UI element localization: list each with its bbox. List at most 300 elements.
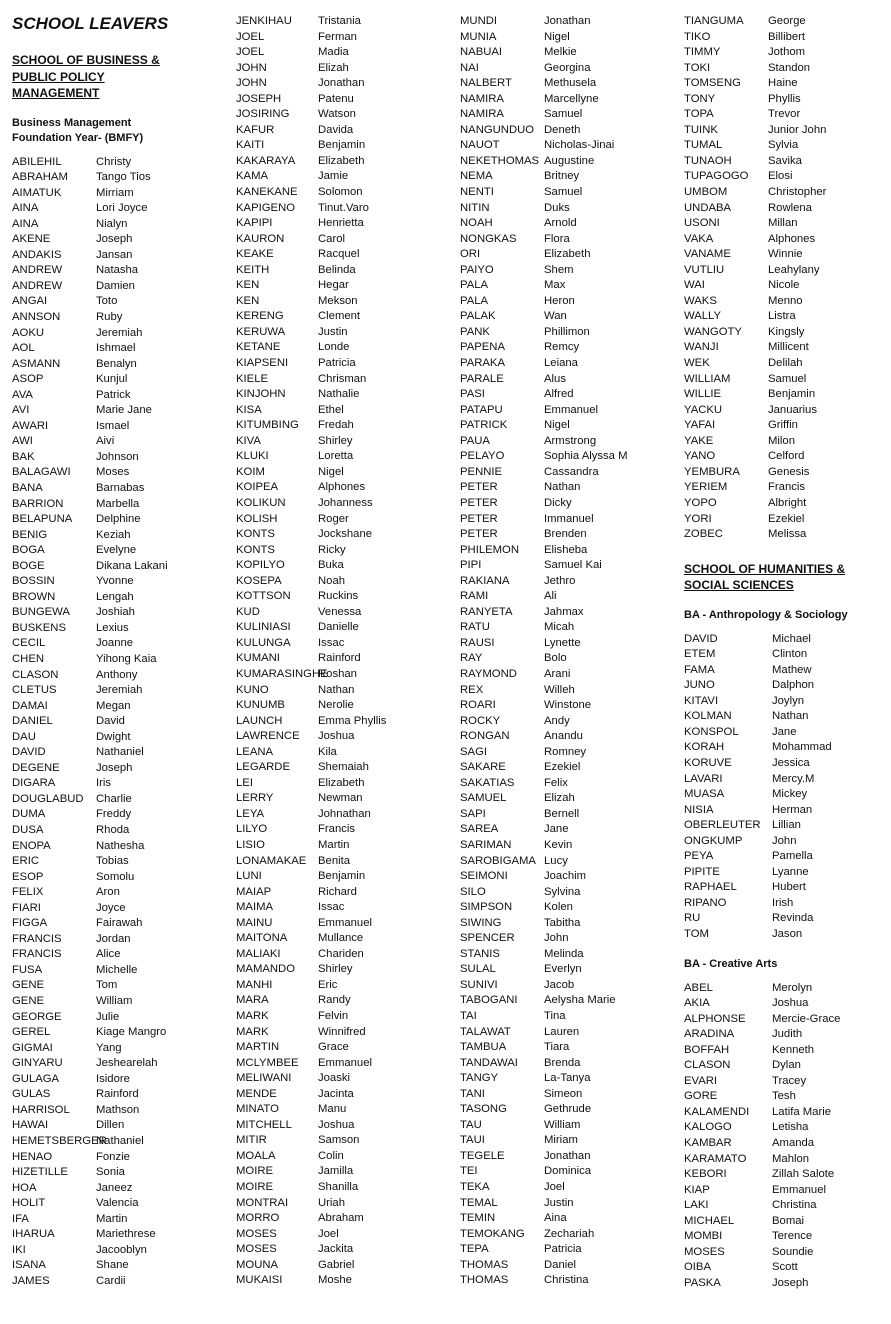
surname: PASI (460, 388, 485, 401)
name-list (12, 155, 222, 1290)
given-name: Methusela (544, 77, 597, 90)
surname: LERRY (236, 792, 274, 805)
given-name: Nigel (318, 465, 344, 478)
list-item (236, 838, 448, 854)
surname: KOSEPA (236, 574, 282, 587)
surname: SPENCER (460, 932, 515, 945)
given-name: Watson (318, 108, 356, 121)
surname: KAITI (236, 139, 265, 152)
surname: ENOPA (12, 839, 51, 852)
list-item (684, 911, 884, 927)
list-item (460, 698, 674, 714)
given-name: Dominica (544, 1165, 592, 1178)
surname: RANYETA (460, 605, 513, 618)
given-name: Benita (318, 854, 351, 867)
given-name: Tiara (544, 1041, 570, 1054)
list-item (684, 647, 884, 663)
list-item (12, 279, 222, 295)
list-item (684, 1136, 884, 1152)
given-name: Aelysha Marie (544, 994, 616, 1007)
list-item (684, 247, 884, 263)
given-name: Sophia Alyssa M (544, 450, 628, 463)
surname: KEN (236, 279, 260, 292)
given-name: Lynette (544, 636, 581, 649)
list-item (236, 30, 448, 46)
list-item (236, 45, 448, 61)
surname: TOKI (684, 61, 711, 74)
given-name: Irish (772, 896, 794, 909)
given-name: Remcy (544, 341, 580, 354)
list-item (460, 574, 674, 590)
program-heading-bmfy (12, 116, 222, 146)
surname: TUMAL (684, 139, 723, 152)
given-name: Letisha (772, 1121, 809, 1134)
list-item (460, 1196, 674, 1212)
list-item (460, 465, 674, 481)
surname: NABUAI (460, 46, 503, 59)
given-name: Issac (318, 901, 345, 914)
given-name: Tristania (318, 15, 361, 27)
given-name: Davida (318, 123, 354, 136)
given-name: Emmanuel (772, 1183, 826, 1196)
given-name: Delphine (96, 513, 141, 526)
surname: TEMIN (460, 1212, 496, 1225)
given-name: Natasha (96, 264, 139, 277)
surname: ANGAI (12, 295, 48, 308)
given-name: Freddy (96, 808, 132, 821)
given-name: Leahylany (768, 263, 820, 276)
list-item (684, 709, 884, 725)
surname: ASOP (12, 373, 44, 386)
list-item (460, 76, 674, 92)
given-name: Joel (318, 1227, 339, 1240)
list-item (12, 963, 222, 979)
surname: KOIM (236, 465, 265, 478)
given-name: Jeremiah (96, 684, 143, 697)
given-name: Nathaniel (96, 1134, 144, 1147)
surname: KIVA (236, 434, 261, 447)
list-item (236, 154, 448, 170)
surname: WAI (684, 279, 705, 292)
surname: GORE (684, 1090, 718, 1103)
surname: PAUA (460, 434, 490, 447)
given-name: Listra (768, 310, 796, 323)
list-item (12, 745, 222, 761)
list-item (236, 978, 448, 994)
list-item (236, 92, 448, 108)
surname: BOSSIN (12, 575, 55, 588)
surname: CLASON (684, 1059, 731, 1072)
list-item (236, 885, 448, 901)
given-name: Yvonne (96, 575, 134, 588)
given-name: Loretta (318, 450, 354, 463)
list-item (236, 698, 448, 714)
given-name: Bolo (544, 652, 567, 665)
list-item (236, 1149, 448, 1165)
list-item (12, 1103, 222, 1119)
given-name: Gethrude (544, 1103, 592, 1116)
given-name: Londe (318, 341, 350, 354)
list-item (684, 434, 884, 450)
surname: AIMATUK (12, 186, 62, 199)
surname: KALOGO (684, 1121, 732, 1134)
surname: SARIMAN (460, 838, 512, 851)
surname: FELIX (12, 886, 44, 899)
list-item (460, 107, 674, 123)
given-name: Kingsly (768, 325, 805, 338)
list-item (12, 776, 222, 792)
surname: USONI (684, 217, 720, 230)
given-name: Fairawah (96, 917, 143, 930)
list-item (684, 309, 884, 325)
given-name: Sonia (96, 1166, 125, 1179)
list-item (236, 605, 448, 621)
surname: MICHAEL (684, 1214, 735, 1227)
given-name: Joel (544, 1181, 565, 1194)
list-item (460, 340, 674, 356)
given-name: Johnathan (318, 807, 371, 820)
surname: AINA (12, 202, 39, 215)
given-name: Venessa (318, 605, 362, 618)
surname: KITUMBING (236, 419, 299, 432)
list-item (684, 896, 884, 912)
given-name: Augustine (544, 154, 595, 167)
list-item (684, 527, 884, 543)
list-item (236, 729, 448, 745)
list-item (12, 916, 222, 932)
surname: MAINU (236, 916, 273, 929)
given-name: Ismael (96, 419, 130, 432)
given-name: Valencia (96, 1197, 139, 1210)
surname: BARRION (12, 497, 64, 510)
list-item (460, 61, 674, 77)
column-4 (684, 14, 884, 1291)
given-name: Mohammad (772, 741, 832, 754)
list-item (12, 1196, 222, 1212)
surname: MOUNA (236, 1258, 279, 1271)
given-name: Ruckins (318, 590, 359, 603)
surname: RAUSI (460, 636, 495, 649)
surname: EVARI (684, 1074, 718, 1087)
given-name: Alfred (544, 388, 574, 401)
list-item (236, 1025, 448, 1041)
surname: BOGE (12, 559, 45, 572)
surname: BOGA (12, 544, 45, 557)
list-item (684, 1245, 884, 1261)
surname: HAWAI (12, 1119, 49, 1132)
surname: LEYA (236, 807, 265, 820)
given-name: Moses (96, 466, 130, 479)
surname: RATU (460, 621, 490, 634)
list-item (460, 838, 674, 854)
given-name: Samuel (544, 186, 583, 199)
list-item (12, 605, 222, 621)
given-name: Rainford (318, 652, 361, 665)
given-name: Dillen (96, 1119, 125, 1132)
list-item (684, 756, 884, 772)
list-item (236, 232, 448, 248)
given-name: Revinda (772, 912, 814, 925)
list-item (460, 138, 674, 154)
list-item (460, 947, 674, 963)
list-item (460, 1273, 674, 1289)
given-name: Elisheba (544, 543, 588, 556)
list-item (236, 1056, 448, 1072)
surname: NEMA (460, 170, 493, 183)
surname: OBERLEUTER (684, 819, 761, 832)
given-name: Nathalie (318, 388, 360, 401)
given-name: Savika (768, 154, 802, 167)
given-name: Racquel (318, 248, 360, 261)
surname: AOL (12, 342, 35, 355)
given-name: Samuel (768, 372, 807, 385)
surname: LEI (236, 776, 253, 789)
list-item (236, 278, 448, 294)
surname: PALA (460, 279, 489, 292)
given-name: Melissa (768, 528, 807, 541)
given-name: Iris (96, 777, 112, 790)
surname: CHEN (12, 653, 45, 665)
given-name: Clinton (772, 648, 808, 661)
surname: KALAMENDI (684, 1105, 750, 1118)
surname: SAGI (460, 745, 487, 758)
name-list (236, 14, 448, 1289)
surname: PATRICK (460, 419, 508, 432)
given-name: Megan (96, 699, 131, 712)
list-item (684, 663, 884, 679)
list-item (460, 760, 674, 776)
given-name: Lengah (96, 590, 134, 603)
surname: DANIEL (12, 715, 53, 728)
surname: GULAGA (12, 1072, 60, 1085)
list-item (460, 1242, 674, 1258)
list-item (460, 527, 674, 543)
surname: PALAK (460, 310, 496, 323)
list-item (12, 730, 222, 746)
given-name: Ezekiel (544, 761, 581, 774)
surname: ALPHONSE (684, 1012, 746, 1025)
surname: TEMAL (460, 1196, 498, 1209)
surname: YEMBURA (684, 465, 740, 478)
surname: MORRO (236, 1212, 280, 1225)
list-item (460, 1009, 674, 1025)
list-item (236, 325, 448, 341)
list-item (12, 823, 222, 839)
given-name: Haine (768, 77, 798, 90)
list-item (460, 356, 674, 372)
given-name: Christina (772, 1199, 817, 1212)
surname: JOHN (236, 77, 267, 90)
given-name: Tesh (772, 1090, 796, 1103)
list-item (236, 372, 448, 388)
surname: NAI (460, 61, 479, 74)
list-item (684, 1120, 884, 1136)
spacer (684, 943, 884, 957)
list-item (12, 761, 222, 777)
surname: RAMI (460, 590, 489, 603)
surname: TOM (684, 927, 709, 940)
list-item (236, 822, 448, 838)
list-item (684, 418, 884, 434)
surname: SAKATIAS (460, 776, 515, 789)
given-name: Chariden (318, 947, 364, 960)
surname: LAUNCH (236, 714, 283, 727)
list-item (236, 589, 448, 605)
given-name: Britney (544, 170, 580, 183)
surname: THOMAS (460, 1258, 509, 1271)
surname: KOPILYO (236, 559, 285, 572)
surname: KAFUR (236, 123, 275, 136)
given-name: Georgina (544, 61, 591, 74)
given-name: Kiage Mangro (96, 1026, 167, 1039)
list-item (12, 341, 222, 357)
list-item (12, 1056, 222, 1072)
surname: KIAP (684, 1183, 710, 1196)
spacer (684, 543, 884, 561)
given-name: Zechariah (544, 1227, 595, 1240)
surname: MAIAP (236, 885, 272, 898)
school-heading-business (12, 52, 222, 102)
list-item (684, 849, 884, 865)
list-item (236, 931, 448, 947)
given-name: Kila (318, 745, 337, 758)
surname: PHILEMON (460, 543, 520, 556)
list-item (460, 714, 674, 730)
surname: ESOP (12, 870, 44, 883)
program-heading-line: Foundation Year- (BMFY) (12, 131, 144, 144)
given-name: Mariethrese (96, 1228, 156, 1241)
list-item (12, 1274, 222, 1290)
given-name: Johnson (96, 450, 139, 463)
list-item (236, 418, 448, 434)
surname: ZOBEC (684, 528, 723, 541)
list-item (460, 558, 674, 574)
list-item (12, 574, 222, 590)
surname: HARRISOL (12, 1103, 70, 1116)
surname: MOSES (236, 1243, 277, 1256)
given-name: Jane (544, 823, 569, 836)
given-name: Issac (318, 636, 345, 649)
given-name: Elizabeth (544, 248, 591, 261)
list-item (684, 138, 884, 154)
list-item (684, 387, 884, 403)
given-name: Felix (544, 776, 568, 789)
list-item (236, 201, 448, 217)
list-item (12, 248, 222, 264)
given-name: Terence (772, 1230, 813, 1243)
surname: ANDAKIS (12, 248, 62, 261)
list-item (684, 865, 884, 881)
surname: AKIA (684, 997, 710, 1010)
column-1 (12, 14, 222, 1289)
surname: WANJI (684, 341, 719, 354)
surname: LILYO (236, 823, 268, 836)
list-item (12, 217, 222, 233)
list-item (236, 776, 448, 792)
given-name: Phillimon (544, 325, 590, 338)
list-item (12, 807, 222, 823)
surname: AINA (12, 217, 39, 230)
given-name: Patenu (318, 92, 354, 105)
given-name: Belinda (318, 263, 356, 276)
given-name: Martin (96, 1212, 128, 1225)
given-name: Johanness (318, 496, 373, 509)
given-name: Michael (772, 632, 811, 645)
surname: WAKS (684, 294, 717, 307)
surname: FAMA (684, 663, 715, 676)
surname: KEITH (236, 263, 270, 276)
given-name: Christina (544, 1274, 589, 1287)
given-name: Tom (96, 979, 118, 992)
given-name: Buka (318, 559, 344, 572)
list-item (460, 14, 674, 30)
list-item (236, 714, 448, 730)
given-name: Dwight (96, 730, 131, 743)
given-name: John (544, 932, 569, 945)
surname: TANDAWAI (460, 1056, 518, 1069)
list-item (460, 496, 674, 512)
list-item (684, 76, 884, 92)
surname: MOSES (236, 1227, 277, 1240)
list-item (684, 1027, 884, 1043)
list-item (684, 480, 884, 496)
list-item (12, 1243, 222, 1259)
list-item (236, 465, 448, 481)
list-item (684, 107, 884, 123)
list-item (12, 1118, 222, 1134)
surname: SUNIVI (460, 978, 498, 991)
list-item (684, 803, 884, 819)
surname: KOLIKUN (236, 496, 286, 509)
list-item (236, 1071, 448, 1087)
given-name: Januarius (768, 403, 817, 416)
list-item (460, 962, 674, 978)
surname: TALAWAT (460, 1025, 511, 1038)
surname: MUASA (684, 788, 725, 801)
surname: KIAPSENI (236, 357, 289, 370)
given-name: Jonathan (544, 1149, 591, 1162)
list-item (460, 372, 674, 388)
list-item (12, 388, 222, 404)
surname: FUSA (12, 963, 43, 976)
given-name: Romney (544, 745, 587, 758)
surname: MOIRE (236, 1181, 274, 1194)
list-item (236, 356, 448, 372)
given-name: John (772, 834, 797, 847)
given-name: Solomon (318, 186, 363, 199)
given-name: Aivi (96, 435, 115, 448)
given-name: Jahmax (544, 605, 584, 618)
surname: TIMMY (684, 46, 721, 59)
given-name: Patrick (96, 388, 131, 401)
given-name: Joshua (772, 997, 809, 1010)
given-name: Tinut.Varo (318, 201, 369, 214)
given-name: Mirriam (96, 186, 134, 199)
column-2 (236, 14, 448, 1289)
given-name: Benjamin (318, 139, 366, 152)
given-name: Joshua (318, 1118, 355, 1131)
list-item (460, 620, 674, 636)
list-item (12, 683, 222, 699)
list-item (236, 1133, 448, 1149)
list-item (684, 92, 884, 108)
list-item (460, 776, 674, 792)
page-title: SCHOOL LEAVERS (12, 14, 169, 33)
surname: JOSEPH (236, 92, 282, 105)
given-name: Benalyn (96, 357, 137, 370)
given-name: Randy (318, 994, 351, 1007)
surname: LISIO (236, 838, 265, 851)
